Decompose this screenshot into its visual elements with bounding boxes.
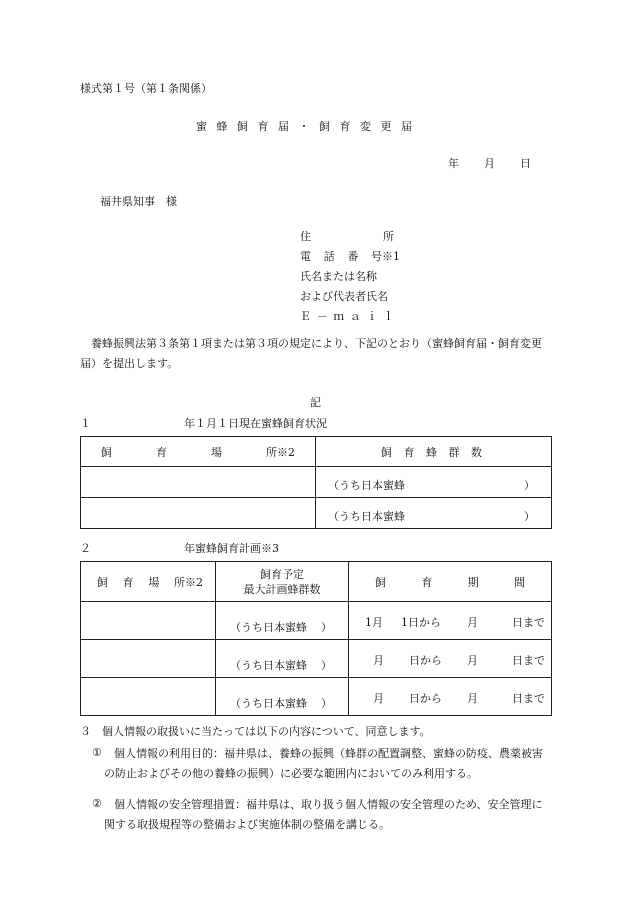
- place-cell[interactable]: [81, 640, 216, 678]
- to-month: 月: [467, 692, 478, 705]
- section3-number: ３: [80, 725, 91, 738]
- section1-number: １: [80, 417, 91, 430]
- date-day: 日: [520, 157, 531, 170]
- to-month: 月: [467, 616, 478, 629]
- header-period: 飼 育 期 間: [349, 562, 552, 602]
- address-label: 住 所: [300, 230, 394, 243]
- email-label: Ｅ － ｍ ａ ｉ ｌ: [300, 310, 394, 323]
- addressee: 福井県知事 様: [100, 195, 177, 208]
- header-colonies: 飼 育 蜂 群 数: [316, 437, 552, 467]
- section1-heading: 年１月１日現在蜜蜂飼育状況: [184, 417, 327, 430]
- section2-heading: 年蜜蜂飼育計画※3: [184, 542, 279, 555]
- planned-colonies-cell[interactable]: （うち日本蜜蜂 ）: [216, 602, 349, 640]
- date-year: 年: [448, 157, 459, 170]
- period-cell[interactable]: [349, 640, 552, 678]
- from-month: 月: [373, 654, 384, 667]
- from-day: 日から: [409, 692, 442, 705]
- table-row: [81, 498, 552, 529]
- place-cell[interactable]: [81, 678, 216, 716]
- from-day: 1日から: [401, 616, 441, 629]
- place-cell[interactable]: [81, 467, 316, 498]
- header-planned-colonies: 飼育予定 最大計画蜂群数: [216, 562, 349, 602]
- phone-label: 電 話 番 号※1: [300, 250, 400, 263]
- representative-label: および代表者氏名: [300, 290, 388, 303]
- item1-mark: ①: [92, 746, 102, 759]
- item2-mark: ②: [92, 797, 102, 810]
- document-title: 蜜 蜂 飼 育 届 ・ 飼 育 変 更 届: [196, 120, 415, 133]
- date-month: 月: [484, 157, 495, 170]
- to-month: 月: [467, 654, 478, 667]
- to-day: 日まで: [512, 654, 545, 667]
- section2-number: ２: [80, 542, 91, 555]
- header-place: 飼 育 場 所※2: [81, 437, 316, 467]
- table-row: [81, 467, 552, 498]
- period-cell[interactable]: [349, 602, 552, 640]
- table-row: [81, 678, 552, 716]
- planned-colonies-cell[interactable]: （うち日本蜜蜂 ）: [216, 678, 349, 716]
- plan-table: [80, 561, 552, 716]
- section3-text: 個人情報の取扱いに当たっては以下の内容について、同意します。: [102, 725, 431, 738]
- name-label: 氏名または名称: [300, 270, 377, 283]
- item2-text: 個人情報の安全管理措置：福井県は、取り扱う個人情報の安全管理のため、安全管理に関する取扱規程等の整備および実施体制の整備を講じる。: [104, 798, 543, 831]
- period-cell[interactable]: [349, 678, 552, 716]
- planned-colonies-cell[interactable]: （うち日本蜜蜂 ）: [216, 640, 349, 678]
- from-month: 1月: [365, 616, 383, 629]
- colonies-cell[interactable]: （うち日本蜜蜂 ）: [316, 467, 552, 498]
- current-status-table: [80, 436, 552, 529]
- to-day: 日まで: [512, 692, 545, 705]
- form-number: 様式第１号（第１条関係）: [80, 82, 212, 95]
- table-row: [81, 640, 552, 678]
- from-day: 日から: [409, 654, 442, 667]
- place-cell[interactable]: [81, 602, 216, 640]
- place-cell[interactable]: [81, 498, 316, 529]
- header-place: 飼 育 場 所※2: [81, 562, 216, 602]
- from-month: 月: [373, 692, 384, 705]
- intro-paragraph: 養蜂振興法第３条第１項または第３項の規定により、下記のとおり（蜜蜂飼育届・飼育変更届）を提出します。: [80, 337, 542, 370]
- to-day: 日まで: [512, 616, 545, 629]
- colonies-cell[interactable]: （うち日本蜜蜂 ）: [316, 498, 552, 529]
- item1-text: 個人情報の利用目的：福井県は、養蜂の振興（蜂群の配置調整、蜜蜂の防疫、農薬被害の防止およびその他の養蜂の振興）に必要な範囲内においてのみ利用する。: [104, 747, 543, 780]
- table-row: [81, 602, 552, 640]
- ki-label: 記: [310, 396, 321, 409]
